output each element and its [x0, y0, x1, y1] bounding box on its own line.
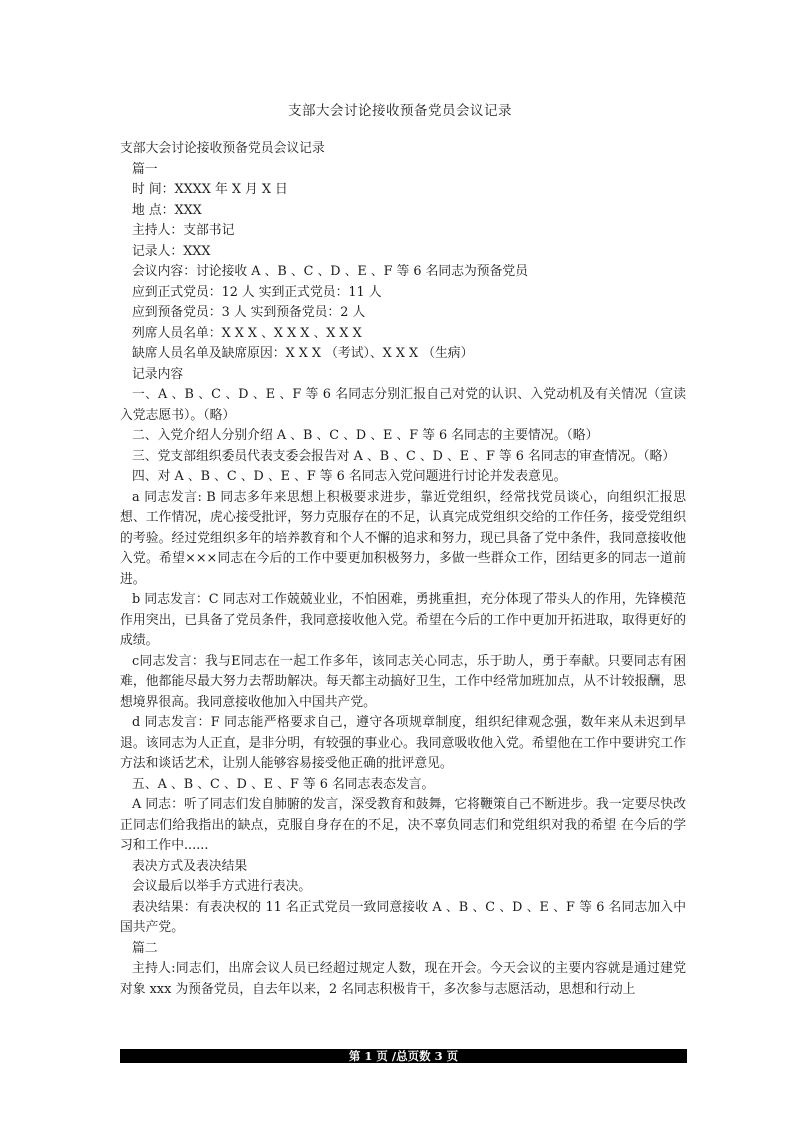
- speech-c: c同志发言：我与E同志在一起工作多年，该同志关心同志，乐于助人，勇于奉献。只要同志有困难，他都能尽最大努力去帮助解决。每天都主动搞好卫生，工作中经常加班加点，从不计较报酬，思想境界很高。我同意接收他加入中国共产党。: [120, 653, 686, 710]
- meeting-location: 地 点：XXX: [132, 202, 202, 218]
- observer-list: 列席人员名单：X X X 、X X X 、X X X: [132, 325, 362, 341]
- absentee-list: 缺席人员名单及缺席原因：X X X （考试）、X X X （生病）: [132, 346, 474, 361]
- speech-a: a 同志发言: B 同志多年来思想上积极要求进步，靠近党组织，经常找党员谈心，向组织汇报思想、工作情况，虎心接受批评，努力克服存在的不足，认真完成党组织交给的工作任务，接受党组织的考验。经过党组织多年的培养教育和个人不懈的追求和努力，现已具备了党中条件，我同意接收他入党。希望×××同志在今后的工作中要更加积极努力，多做一些群众工作，团结更多的同志一道前进。: [120, 489, 686, 587]
- page-number: 第 1 页 /总页数 3 页: [348, 1049, 459, 1063]
- meeting-time: 时 间：XXXX 年 X 月 X 日: [132, 182, 288, 197]
- record-item-1: 一、A 、B 、C 、D 、E 、F 等 6 名同志分别汇报自己对党的认识、入党动机及有关情况（宣读入党志愿书）。（略）: [120, 387, 686, 423]
- host-opening: 主持人:同志们，出席会议人员已经超过规定人数，现在开会。今天会议的主要内容就是通过建党对象 xxx 为预备党员，自去年以来，2 名同志积极肯干，多次参与志愿活动，思想和行动上: [120, 961, 686, 997]
- vote-result: 表决结果：有表决权的 11 名正式党员一致同意接收 A 、B 、C 、D 、E 、F 等 6 名同志加入中国共产党。: [120, 899, 686, 935]
- speech-b: b 同志发言：C 同志对工作兢兢业业，不怕困难，勇挑重担，充分体现了带头人的作用，先锋模范作用突出，已具备了党员条件，我同意接收他入党。希望在今后的工作中更加开拓进取，取得更好的成绩。: [120, 592, 686, 648]
- probationary-member-attendance: 应到预备党员：3 人 实到预备党员：2 人: [132, 305, 366, 320]
- document-title: 支部大会讨论接收预备党员会议记录: [288, 103, 512, 119]
- record-heading: 记录内容: [132, 366, 184, 382]
- section-heading-part-two: 篇二: [132, 940, 158, 956]
- record-item-2: 二、入党介绍人分别介绍 A 、B 、C 、D 、E 、F 等 6 名同志的主要情况。（略）: [132, 428, 599, 443]
- vote-heading: 表决方式及表决结果: [132, 858, 248, 874]
- section-heading-part-one: 篇一: [132, 161, 158, 177]
- record-item-4: 四、对 A 、B 、C 、D 、E 、F 等 6 名同志入党问题进行讨论并发表意见。: [132, 469, 567, 484]
- page-footer: [120, 1049, 687, 1063]
- full-member-attendance: 应到正式党员：12 人 实到正式党员：11 人: [132, 284, 382, 300]
- record-item-3: 三、党支部组织委员代表支委会报告对 A 、B 、C 、D 、E 、F 等 6 名同志的审查情况。（略）: [132, 448, 676, 464]
- statement-a: A 同志：听了同志们发自肺腑的发言，深受教育和鼓舞，它将鞭策自己不断进步。我一定要尽快改正同志们给我指出的缺点，克服自身存在的不足，决不辜负同志们和党组织对我的希望 在今后的学习和工作中......: [120, 797, 686, 853]
- meeting-recorder: 记录人：XXX: [132, 243, 211, 259]
- record-item-5: 五、A 、B 、C 、D 、E 、F 等 6 名同志表态发言。: [132, 776, 435, 792]
- meeting-content: 会议内容：讨论接收 A 、B 、C 、D 、E 、F 等 6 名同志为预备党员: [132, 264, 528, 279]
- subtitle: 支部大会讨论接收预备党员会议记录: [120, 141, 325, 156]
- vote-method: 会议最后以举手方式进行表决。: [132, 879, 312, 894]
- meeting-host: 主持人：支部书记: [132, 223, 235, 238]
- document-body: [120, 139, 686, 1000]
- speech-d: d 同志发言：F 同志能严格要求自己，遵守各项规章制度，组织纪律观念强，数年来从未迟到早退。该同志为人正直，是非分明，有较强的事业心。我同意吸收他入党。希望他在工作中要讲究工作方法和谈话艺术，让别人能够容易接受他正确的批评意见。: [120, 715, 686, 771]
